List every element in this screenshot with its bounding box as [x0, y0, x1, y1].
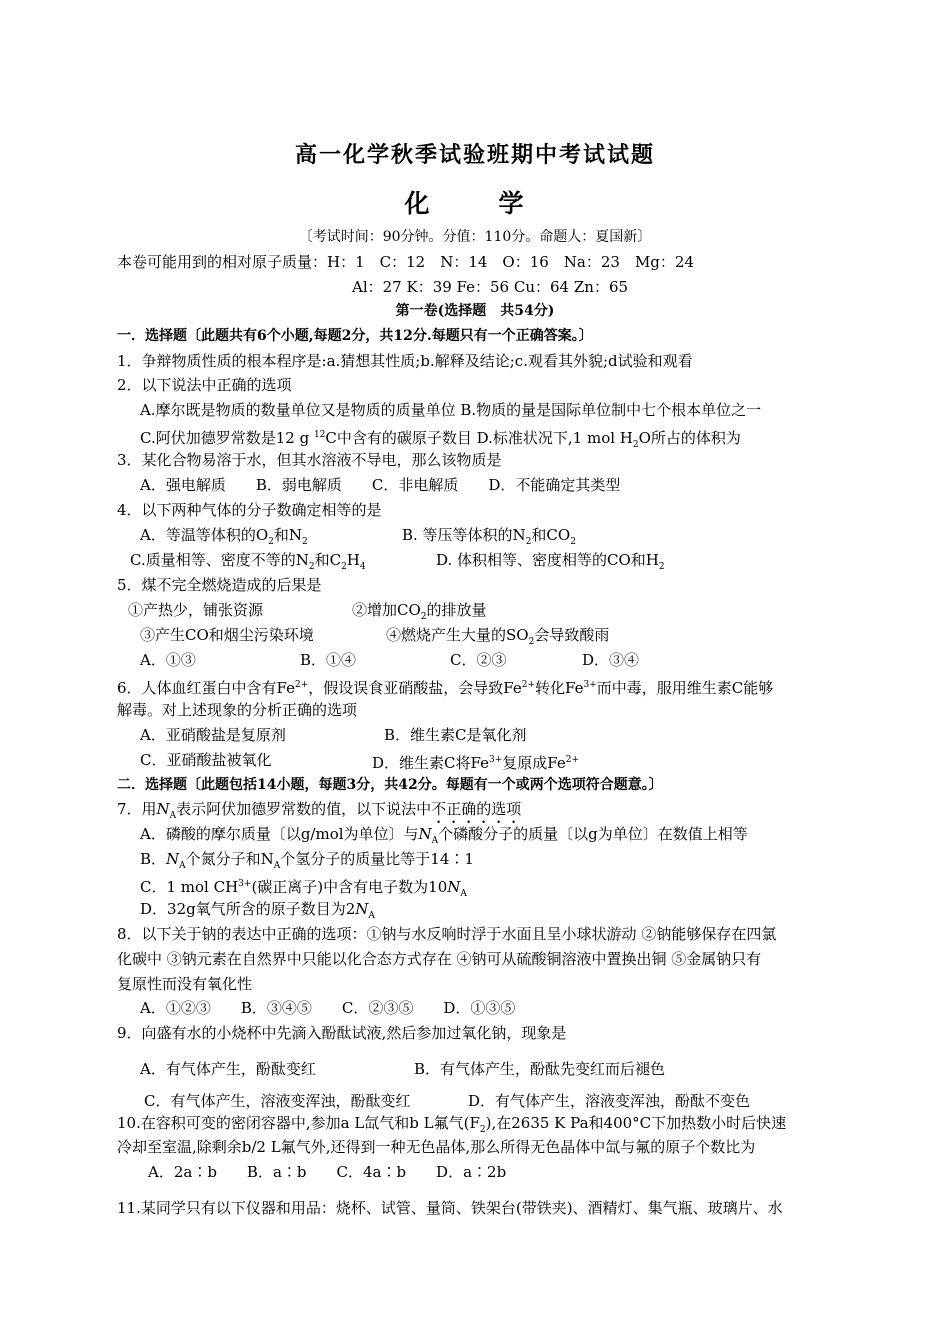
question-7-option-d	[140, 899, 375, 926]
question-5-item-3: ③产生CO和烟尘污染环境	[140, 626, 314, 644]
question-6-option-d	[372, 750, 579, 773]
q7-sub: A	[169, 811, 177, 821]
question-8-line-3: 复原性而没有氧化性	[117, 975, 253, 993]
q7-sub: A	[179, 861, 186, 871]
q7-text: C．1 mol CH	[140, 878, 239, 896]
q7-emphasis: 不正确的选项	[431, 800, 522, 818]
q7-sup: 3+	[238, 879, 252, 889]
question-8-line-2: 化碳中 ③钠元素在自然界中只能以化合态方式存在 ④钠可从硫酸铜溶液中置换出铜 ⑤金属钠只有	[117, 950, 762, 968]
q6-text: 6．人体血红蛋白中含有Fe	[117, 679, 296, 697]
question-3-options: A．强电解质 B．弱电解质 C．非电解质 D．不能确定其类型	[140, 476, 621, 494]
q10-text: ),在2635 K Pa和400°C下加热数小时后快速	[485, 1114, 787, 1132]
q7-na: N	[355, 900, 369, 918]
q4-sub: 2	[570, 537, 576, 547]
question-5-option-a: A．①③	[140, 651, 196, 669]
q4-sub: 2	[268, 537, 274, 547]
q4-sub: 2	[525, 537, 532, 547]
question-3-stem: 3．某化合物易溶于水，但其水溶液不导电，那么该物质是	[117, 451, 502, 469]
q7-text: 表示阿伏加德罗常数的值，以下说法中	[176, 800, 432, 818]
q6-sup: 2+	[295, 680, 309, 690]
subject-title: 化 学	[404, 189, 546, 218]
question-5-option-b: B．①④	[300, 651, 357, 669]
q5-sub: 2	[420, 612, 427, 622]
q4-sub: 2	[302, 537, 308, 547]
exam-info: 〔考试时间：90分钟。分值：110分。命题人：夏国新〕	[298, 229, 652, 245]
question-5-item-2	[352, 600, 487, 627]
q6-text: 复原成Fe	[502, 754, 566, 772]
q4-text: A．等温等体积的O	[140, 526, 269, 544]
question-11-line-1: 11.某同学只有以下仪器和用品：烧杯、试管、量筒、铁架台(带铁夹)、酒精灯、集气瓶、玻璃片、水	[117, 1199, 783, 1217]
question-5-item-1: ①产热少，铺张资源	[128, 601, 264, 619]
q6-text: D．维生素C将Fe	[372, 754, 489, 772]
question-2-stem: 2．以下说法中正确的选项	[117, 376, 292, 394]
question-9-option-c: C．有气体产生，溶液变浑浊，酚酞变红	[144, 1092, 411, 1110]
section1-title: 一．选择题〔此题共有6个小题,每题2分，共12分.每题只有一个正确答案。〕	[117, 328, 593, 344]
question-10-line-1	[117, 1113, 786, 1140]
q10-text: 10.在容积可变的密闭容器中,参加a L氙气和b L氟气(F	[117, 1114, 480, 1132]
question-4-option-d	[436, 550, 665, 577]
section2-title: 二．选择题〔此题包括14小题，每题3分，共42分。每题有一个或两个选项符合题意。〕	[117, 777, 663, 793]
q6-sup: 3+	[583, 680, 597, 690]
question-4-stem: 4．以下两种气体的分子数确定相等的是	[117, 501, 382, 519]
question-6-stem	[117, 675, 773, 698]
q4-text: H	[346, 551, 360, 569]
q2-sup: 12	[313, 430, 326, 440]
question-5-item-4	[386, 625, 609, 652]
q7-text: 7．用	[117, 800, 157, 818]
q7-na: N	[418, 825, 432, 843]
question-5-option-d: D．③④	[582, 651, 640, 669]
question-1: 1．争辩物质性质的根本程序是:a.猜想其性质;b.解释及结论;c.观看其外貌;d试验和观看	[117, 352, 693, 370]
q4-text: D. 体积相等、密度相等的CO和H	[436, 551, 659, 569]
q5-sub: 2	[528, 637, 535, 647]
q7-sub: A	[273, 861, 281, 871]
question-9-option-a: A．有气体产生，酚酞变红	[140, 1060, 316, 1078]
question-6-option-c: C．亚硝酸盐被氧化	[140, 751, 272, 769]
q4-sub: 4	[359, 562, 366, 572]
q6-sup: 2+	[565, 755, 579, 765]
q7-text: A．磷酸的摩尔质量〔以g/mol为单位〕与	[140, 825, 419, 843]
q6-text: 而中毒，服用维生素C能够	[596, 679, 774, 697]
q7-na: N	[166, 850, 180, 868]
q7-sub: A	[368, 911, 375, 921]
question-5-option-c: C．②③	[450, 651, 507, 669]
atomic-mass-line-2: Al：27 K：39 Fe：56 Cu：64 Zn：65	[352, 278, 629, 296]
atomic-mass-line-1: 本卷可能用到的相对原子质量：H：1 C：12 N：14 O：16 Na：23 Mg：24	[117, 253, 694, 271]
question-6-stem-2: 解毒。对上述现象的分析正确的选项	[117, 701, 358, 719]
q2-text: C.阿伏加德罗常数是12 g	[140, 429, 314, 447]
question-8-options: A．①②③ B．③④⑤ C．②③⑤ D．①③⑤	[140, 999, 516, 1017]
question-5-stem: 5．煤不完全燃烧造成的后果是	[117, 576, 322, 594]
q2-text: C中含有的碳原子数目 D.标准状况下,1 mol H	[325, 429, 633, 447]
q6-text: ，假设误食亚硝酸盐，会导致Fe	[308, 679, 522, 697]
question-7-stem	[117, 799, 521, 827]
question-2-options-ab: A.摩尔既是物质的数量单位又是物质的质量单位 B.物质的量是国际单位制中七个根本单位之一	[140, 401, 762, 419]
q7-sub: A	[460, 889, 467, 899]
q4-sub: 2	[308, 562, 315, 572]
q2-sub: 2	[632, 440, 639, 450]
q7-text: D．32g氧气所含的原子数目为2	[140, 900, 356, 918]
q7-text: 个氮分子和N	[185, 850, 274, 868]
q4-sub: 2	[341, 562, 347, 572]
question-9-option-d: D．有气体产生，溶液变浑浊，酚酞不变色	[468, 1092, 751, 1110]
question-7-option-a	[140, 824, 748, 851]
question-10-line-2: 冷却至室温,除剩余b/2 L氟气外,还得到一种无色晶体,那么所得无色晶体中氙与氟的原子个数比为	[117, 1138, 756, 1156]
q7-sub: A	[431, 836, 439, 846]
question-4-option-a	[140, 525, 308, 552]
q7-na: N	[447, 878, 461, 896]
q7-text: (碳正离子)中含有电子数为10	[251, 878, 448, 896]
question-7-option-b	[140, 849, 474, 876]
q4-sub: 2	[658, 562, 665, 572]
q7-text: 个磷酸分子的质量〔以g为单位〕在数值上相等	[438, 825, 748, 843]
q7-text: 个氢分子的质量比等于14∶1	[280, 850, 474, 868]
question-6-option-a: A．亚硝酸盐是复原剂	[140, 726, 286, 744]
q4-text: 和CO	[531, 526, 571, 544]
q4-text: C.质量相等、密度不等的N	[130, 551, 309, 569]
q4-text: 和N	[273, 526, 303, 544]
question-10-options: A．2a∶b B．a∶b C．4a∶b D．a∶2b	[148, 1163, 507, 1181]
q6-text: 转化Fe	[535, 679, 584, 697]
part1-title: 第一卷(选择题 共54分)	[395, 303, 555, 319]
question-9-option-b: B．有气体产生，酚酞先变红而后褪色	[414, 1060, 666, 1078]
q4-text: 和C	[314, 551, 342, 569]
q5-text: 的排放量	[426, 601, 487, 619]
question-6-option-b: B．维生素C是氧化剂	[384, 726, 527, 744]
q6-sup: 3+	[488, 755, 503, 765]
q2-text: O所占的体积为	[638, 429, 741, 447]
q5-text: ④燃烧产生大量的SO	[386, 626, 529, 644]
q7-text: B．	[140, 850, 167, 868]
q4-text: B. 等压等体积的N	[402, 526, 526, 544]
q7-na: N	[156, 800, 170, 818]
question-9-stem: 9．向盛有水的小烧杯中先滴入酚酞试液,然后参加过氧化钠，现象是	[117, 1024, 567, 1042]
q5-text: 会导致酸雨	[534, 626, 610, 644]
exam-title: 高一化学秋季试验班期中考试试题	[294, 142, 655, 168]
q6-sup: 2+	[521, 680, 536, 690]
q5-text: ②增加CO	[352, 601, 421, 619]
question-4-option-b	[402, 525, 576, 552]
question-4-option-c	[130, 550, 366, 577]
q10-sub: 2	[479, 1125, 486, 1135]
question-8-line-1: 8．以下关于钠的表达中正确的选项：①钠与水反响时浮于水面且呈小球状游动 ②钠能够保存在四氯	[117, 925, 777, 943]
